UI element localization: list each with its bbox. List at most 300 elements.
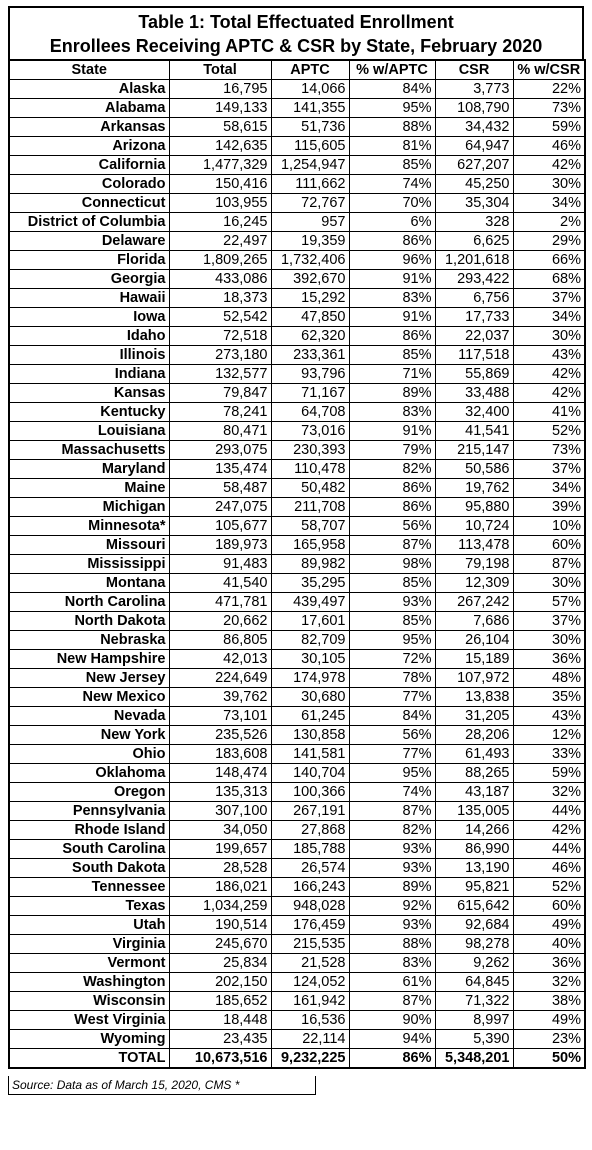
- total-label: TOTAL: [9, 1049, 169, 1069]
- pct-csr-cell: 59%: [513, 118, 585, 137]
- aptc-cell: 957: [271, 213, 349, 232]
- pct-csr-cell: 23%: [513, 1030, 585, 1049]
- total-cell: 103,955: [169, 194, 271, 213]
- state-cell: Mississippi: [9, 555, 169, 574]
- aptc-cell: 93,796: [271, 365, 349, 384]
- pct-csr-cell: 73%: [513, 441, 585, 460]
- table-row: [9, 422, 585, 441]
- pct-csr-cell: 48%: [513, 669, 585, 688]
- csr-cell: 15,189: [435, 650, 513, 669]
- csr-cell: 135,005: [435, 802, 513, 821]
- table-row: [9, 859, 585, 878]
- pct-aptc-cell: 78%: [349, 669, 435, 688]
- pct-aptc-cell: 95%: [349, 631, 435, 650]
- total-cell: 150,416: [169, 175, 271, 194]
- aptc-cell: 1,732,406: [271, 251, 349, 270]
- state-cell: Tennessee: [9, 878, 169, 897]
- csr-cell: 6,756: [435, 289, 513, 308]
- aptc-cell: 115,605: [271, 137, 349, 156]
- pct-csr-cell: 30%: [513, 175, 585, 194]
- state-cell: North Carolina: [9, 593, 169, 612]
- aptc-cell: 62,320: [271, 327, 349, 346]
- pct-csr-cell: 35%: [513, 688, 585, 707]
- state-cell: Florida: [9, 251, 169, 270]
- table-title: [8, 6, 584, 59]
- aptc-cell: 111,662: [271, 175, 349, 194]
- state-cell: Oregon: [9, 783, 169, 802]
- pct-aptc-cell: 86%: [349, 232, 435, 251]
- total-cell: 28,528: [169, 859, 271, 878]
- table-row: [9, 973, 585, 992]
- csr-cell: 113,478: [435, 536, 513, 555]
- csr-cell: 32,400: [435, 403, 513, 422]
- total-cell: 186,021: [169, 878, 271, 897]
- aptc-cell: 21,528: [271, 954, 349, 973]
- aptc-cell: 51,736: [271, 118, 349, 137]
- total-cell: 18,373: [169, 289, 271, 308]
- aptc-cell: 64,708: [271, 403, 349, 422]
- csr-cell: 615,642: [435, 897, 513, 916]
- aptc-cell: 110,478: [271, 460, 349, 479]
- table-row: [9, 669, 585, 688]
- state-cell: Ohio: [9, 745, 169, 764]
- table-row: [9, 289, 585, 308]
- aptc-cell: 47,850: [271, 308, 349, 327]
- table-row: [9, 1011, 585, 1030]
- pct-csr-cell: 32%: [513, 973, 585, 992]
- state-cell: South Dakota: [9, 859, 169, 878]
- total-cell: 78,241: [169, 403, 271, 422]
- state-cell: Texas: [9, 897, 169, 916]
- table-row: [9, 118, 585, 137]
- aptc-cell: 185,788: [271, 840, 349, 859]
- aptc-cell: 140,704: [271, 764, 349, 783]
- pct-csr-cell: 52%: [513, 422, 585, 441]
- pct-aptc-cell: 96%: [349, 251, 435, 270]
- table-row: [9, 593, 585, 612]
- pct-csr-cell: 38%: [513, 992, 585, 1011]
- csr-cell: 45,250: [435, 175, 513, 194]
- table-row: [9, 270, 585, 289]
- total-cell: 199,657: [169, 840, 271, 859]
- state-cell: Washington: [9, 973, 169, 992]
- table-row: [9, 688, 585, 707]
- total-cell: 86,805: [169, 631, 271, 650]
- pct-aptc-cell: 89%: [349, 384, 435, 403]
- total-cell: 247,075: [169, 498, 271, 517]
- csr-cell: 50,586: [435, 460, 513, 479]
- total-cell: 72,518: [169, 327, 271, 346]
- aptc-cell: 130,858: [271, 726, 349, 745]
- table-row: [9, 745, 585, 764]
- pct-aptc-cell: 82%: [349, 460, 435, 479]
- pct-csr-cell: 44%: [513, 802, 585, 821]
- table-row: [9, 308, 585, 327]
- total-cell: 202,150: [169, 973, 271, 992]
- total-cell: 42,013: [169, 650, 271, 669]
- pct-csr-cell: 32%: [513, 783, 585, 802]
- csr-cell: 88,265: [435, 764, 513, 783]
- aptc-cell: 50,482: [271, 479, 349, 498]
- total-row: [9, 1049, 585, 1069]
- total-cell: 22,497: [169, 232, 271, 251]
- pct-aptc-cell: 84%: [349, 80, 435, 99]
- aptc-cell: 165,958: [271, 536, 349, 555]
- state-cell: Arkansas: [9, 118, 169, 137]
- total-cell: 23,435: [169, 1030, 271, 1049]
- total-cell: 148,474: [169, 764, 271, 783]
- total-cell: 293,075: [169, 441, 271, 460]
- state-cell: New Hampshire: [9, 650, 169, 669]
- pct-csr-cell: 52%: [513, 878, 585, 897]
- pct-csr-cell: 49%: [513, 916, 585, 935]
- aptc-cell: 161,942: [271, 992, 349, 1011]
- csr-cell: 61,493: [435, 745, 513, 764]
- csr-cell: 328: [435, 213, 513, 232]
- header-pct-aptc: % w/APTC: [349, 60, 435, 80]
- aptc-cell: 166,243: [271, 878, 349, 897]
- csr-cell: 28,206: [435, 726, 513, 745]
- pct-aptc-cell: 87%: [349, 992, 435, 1011]
- header-row: [9, 60, 585, 80]
- csr-cell: 14,266: [435, 821, 513, 840]
- state-cell: Massachusetts: [9, 441, 169, 460]
- aptc-cell: 72,767: [271, 194, 349, 213]
- total-cell: 307,100: [169, 802, 271, 821]
- state-cell: Arizona: [9, 137, 169, 156]
- aptc-cell: 215,535: [271, 935, 349, 954]
- csr-cell: 9,262: [435, 954, 513, 973]
- pct-aptc-cell: 72%: [349, 650, 435, 669]
- state-cell: Rhode Island: [9, 821, 169, 840]
- table-row: [9, 346, 585, 365]
- table-row: [9, 99, 585, 118]
- state-cell: Nevada: [9, 707, 169, 726]
- pct-aptc-cell: 88%: [349, 935, 435, 954]
- pct-aptc-cell: 74%: [349, 175, 435, 194]
- total-cell: 52,542: [169, 308, 271, 327]
- aptc-cell: 948,028: [271, 897, 349, 916]
- table-row: [9, 726, 585, 745]
- aptc-cell: 30,680: [271, 688, 349, 707]
- total-cell: 16,245: [169, 213, 271, 232]
- pct-csr-cell: 60%: [513, 897, 585, 916]
- state-cell: West Virginia: [9, 1011, 169, 1030]
- header-csr: CSR: [435, 60, 513, 80]
- table-row: [9, 80, 585, 99]
- pct-aptc-cell: 82%: [349, 821, 435, 840]
- state-cell: Illinois: [9, 346, 169, 365]
- csr-cell: 17,733: [435, 308, 513, 327]
- state-cell: District of Columbia: [9, 213, 169, 232]
- table-row: [9, 612, 585, 631]
- csr-cell: 33,488: [435, 384, 513, 403]
- table-row: [9, 175, 585, 194]
- aptc-cell: 35,295: [271, 574, 349, 593]
- state-cell: New Mexico: [9, 688, 169, 707]
- state-cell: Wyoming: [9, 1030, 169, 1049]
- csr-cell: 71,322: [435, 992, 513, 1011]
- table-row: [9, 365, 585, 384]
- total-cell: 18,448: [169, 1011, 271, 1030]
- pct-aptc-cell: 95%: [349, 99, 435, 118]
- csr-cell: 293,422: [435, 270, 513, 289]
- table-row: [9, 954, 585, 973]
- aptc-cell: 100,366: [271, 783, 349, 802]
- title-line-1: Table 1: Total Effectuated Enrollment: [138, 12, 454, 32]
- pct-aptc-cell: 85%: [349, 574, 435, 593]
- table-row: [9, 897, 585, 916]
- table-row: [9, 821, 585, 840]
- aptc-cell: 392,670: [271, 270, 349, 289]
- state-cell: Wisconsin: [9, 992, 169, 1011]
- table-row: [9, 403, 585, 422]
- total-cell: 245,670: [169, 935, 271, 954]
- pct-aptc-cell: 74%: [349, 783, 435, 802]
- aptc-cell: 267,191: [271, 802, 349, 821]
- pct-aptc-cell: 86%: [349, 498, 435, 517]
- pct-aptc-cell: 91%: [349, 270, 435, 289]
- table-row: [9, 992, 585, 1011]
- pct-csr-cell: 46%: [513, 137, 585, 156]
- state-cell: Kansas: [9, 384, 169, 403]
- aptc-cell: 211,708: [271, 498, 349, 517]
- aptc-cell: 73,016: [271, 422, 349, 441]
- aptc-cell: 176,459: [271, 916, 349, 935]
- table-row: [9, 327, 585, 346]
- pct-aptc-cell: 95%: [349, 764, 435, 783]
- csr-cell: 34,432: [435, 118, 513, 137]
- source-note: Source: Data as of March 15, 2020, CMS *: [8, 1076, 316, 1095]
- total-cell: 91,483: [169, 555, 271, 574]
- pct-aptc-cell: 84%: [349, 707, 435, 726]
- pct-csr-cell: 66%: [513, 251, 585, 270]
- pct-csr-cell: 37%: [513, 612, 585, 631]
- pct-csr-cell: 22%: [513, 80, 585, 99]
- state-cell: Alaska: [9, 80, 169, 99]
- table-row: [9, 498, 585, 517]
- pct-csr-cell: 44%: [513, 840, 585, 859]
- state-cell: Maine: [9, 479, 169, 498]
- csr-cell: 108,790: [435, 99, 513, 118]
- table-row: [9, 536, 585, 555]
- aptc-cell: 16,536: [271, 1011, 349, 1030]
- header-state: State: [9, 60, 169, 80]
- aptc-cell: 15,292: [271, 289, 349, 308]
- csr-cell: 12,309: [435, 574, 513, 593]
- pct-aptc-cell: 79%: [349, 441, 435, 460]
- total-csr: 5,348,201: [435, 1049, 513, 1069]
- header-total: Total: [169, 60, 271, 80]
- csr-cell: 267,242: [435, 593, 513, 612]
- state-cell: Utah: [9, 916, 169, 935]
- total-cell: 433,086: [169, 270, 271, 289]
- csr-cell: 627,207: [435, 156, 513, 175]
- pct-csr-cell: 37%: [513, 289, 585, 308]
- pct-aptc-cell: 87%: [349, 536, 435, 555]
- table-row: [9, 916, 585, 935]
- pct-csr-cell: 39%: [513, 498, 585, 517]
- total-cell: 1,809,265: [169, 251, 271, 270]
- pct-csr-cell: 36%: [513, 954, 585, 973]
- pct-aptc-cell: 93%: [349, 916, 435, 935]
- table-row: [9, 194, 585, 213]
- pct-csr-cell: 42%: [513, 384, 585, 403]
- pct-aptc-cell: 81%: [349, 137, 435, 156]
- pct-csr-cell: 30%: [513, 631, 585, 650]
- total-cell: 1,034,259: [169, 897, 271, 916]
- state-cell: Michigan: [9, 498, 169, 517]
- pct-csr-cell: 29%: [513, 232, 585, 251]
- state-cell: Maryland: [9, 460, 169, 479]
- csr-cell: 6,625: [435, 232, 513, 251]
- aptc-cell: 17,601: [271, 612, 349, 631]
- pct-csr-cell: 34%: [513, 479, 585, 498]
- header-aptc: APTC: [271, 60, 349, 80]
- csr-cell: 55,869: [435, 365, 513, 384]
- csr-cell: 8,997: [435, 1011, 513, 1030]
- pct-aptc-cell: 89%: [349, 878, 435, 897]
- state-cell: Colorado: [9, 175, 169, 194]
- table-row: [9, 707, 585, 726]
- aptc-cell: 58,707: [271, 517, 349, 536]
- table-row: [9, 251, 585, 270]
- aptc-cell: 141,581: [271, 745, 349, 764]
- pct-csr-cell: 42%: [513, 821, 585, 840]
- aptc-cell: 124,052: [271, 973, 349, 992]
- table-row: [9, 935, 585, 954]
- total-cell: 1,477,329: [169, 156, 271, 175]
- pct-aptc-cell: 88%: [349, 118, 435, 137]
- csr-cell: 5,390: [435, 1030, 513, 1049]
- total-cell: 142,635: [169, 137, 271, 156]
- csr-cell: 31,205: [435, 707, 513, 726]
- pct-csr-cell: 68%: [513, 270, 585, 289]
- state-cell: Delaware: [9, 232, 169, 251]
- aptc-cell: 27,868: [271, 821, 349, 840]
- pct-aptc-cell: 56%: [349, 517, 435, 536]
- pct-aptc-cell: 94%: [349, 1030, 435, 1049]
- csr-cell: 35,304: [435, 194, 513, 213]
- aptc-cell: 439,497: [271, 593, 349, 612]
- table-row: [9, 764, 585, 783]
- pct-aptc-cell: 86%: [349, 479, 435, 498]
- pct-aptc-cell: 85%: [349, 612, 435, 631]
- pct-aptc-cell: 92%: [349, 897, 435, 916]
- total-cell: 80,471: [169, 422, 271, 441]
- total-cell: 58,487: [169, 479, 271, 498]
- total-cell: 189,973: [169, 536, 271, 555]
- table-row: [9, 878, 585, 897]
- pct-aptc-cell: 77%: [349, 745, 435, 764]
- csr-cell: 215,147: [435, 441, 513, 460]
- pct-csr-cell: 73%: [513, 99, 585, 118]
- pct-aptc-cell: 93%: [349, 593, 435, 612]
- table-row: [9, 441, 585, 460]
- pct-aptc-cell: 77%: [349, 688, 435, 707]
- csr-cell: 86,990: [435, 840, 513, 859]
- table-row: [9, 802, 585, 821]
- table-row: [9, 783, 585, 802]
- pct-aptc-cell: 83%: [349, 403, 435, 422]
- state-cell: Kentucky: [9, 403, 169, 422]
- state-cell: Montana: [9, 574, 169, 593]
- pct-csr-cell: 2%: [513, 213, 585, 232]
- total-aptc: 9,232,225: [271, 1049, 349, 1069]
- total-pct-aptc: 86%: [349, 1049, 435, 1069]
- total-cell: 224,649: [169, 669, 271, 688]
- pct-aptc-cell: 61%: [349, 973, 435, 992]
- pct-aptc-cell: 85%: [349, 156, 435, 175]
- total-cell: 79,847: [169, 384, 271, 403]
- pct-aptc-cell: 91%: [349, 422, 435, 441]
- state-cell: Connecticut: [9, 194, 169, 213]
- state-cell: North Dakota: [9, 612, 169, 631]
- csr-cell: 43,187: [435, 783, 513, 802]
- aptc-cell: 141,355: [271, 99, 349, 118]
- pct-aptc-cell: 56%: [349, 726, 435, 745]
- aptc-cell: 26,574: [271, 859, 349, 878]
- state-cell: New York: [9, 726, 169, 745]
- pct-csr-cell: 60%: [513, 536, 585, 555]
- table-row: [9, 840, 585, 859]
- csr-cell: 95,880: [435, 498, 513, 517]
- pct-aptc-cell: 83%: [349, 954, 435, 973]
- total-cell: 16,795: [169, 80, 271, 99]
- aptc-cell: 233,361: [271, 346, 349, 365]
- csr-cell: 64,845: [435, 973, 513, 992]
- pct-csr-cell: 36%: [513, 650, 585, 669]
- pct-aptc-cell: 86%: [349, 327, 435, 346]
- pct-csr-cell: 30%: [513, 327, 585, 346]
- aptc-cell: 19,359: [271, 232, 349, 251]
- pct-aptc-cell: 85%: [349, 346, 435, 365]
- table-row: [9, 479, 585, 498]
- state-cell: Iowa: [9, 308, 169, 327]
- pct-csr-cell: 12%: [513, 726, 585, 745]
- state-cell: Nebraska: [9, 631, 169, 650]
- state-cell: Alabama: [9, 99, 169, 118]
- csr-cell: 107,972: [435, 669, 513, 688]
- pct-aptc-cell: 98%: [349, 555, 435, 574]
- total-pct-csr: 50%: [513, 1049, 585, 1069]
- pct-csr-cell: 40%: [513, 935, 585, 954]
- title-line-2: Enrollees Receiving APTC & CSR by State, February 2020: [49, 36, 543, 56]
- pct-csr-cell: 43%: [513, 707, 585, 726]
- total-cell: 185,652: [169, 992, 271, 1011]
- total-cell: 471,781: [169, 593, 271, 612]
- pct-aptc-cell: 6%: [349, 213, 435, 232]
- table-row: [9, 137, 585, 156]
- total-cell: 58,615: [169, 118, 271, 137]
- table-row: [9, 555, 585, 574]
- total-cell: 41,540: [169, 574, 271, 593]
- total-cell: 34,050: [169, 821, 271, 840]
- state-cell: Vermont: [9, 954, 169, 973]
- state-cell: Missouri: [9, 536, 169, 555]
- pct-aptc-cell: 91%: [349, 308, 435, 327]
- csr-cell: 7,686: [435, 612, 513, 631]
- state-cell: California: [9, 156, 169, 175]
- total-cell: 132,577: [169, 365, 271, 384]
- pct-aptc-cell: 93%: [349, 840, 435, 859]
- pct-csr-cell: 87%: [513, 555, 585, 574]
- aptc-cell: 71,167: [271, 384, 349, 403]
- csr-cell: 22,037: [435, 327, 513, 346]
- csr-cell: 64,947: [435, 137, 513, 156]
- pct-csr-cell: 37%: [513, 460, 585, 479]
- aptc-cell: 14,066: [271, 80, 349, 99]
